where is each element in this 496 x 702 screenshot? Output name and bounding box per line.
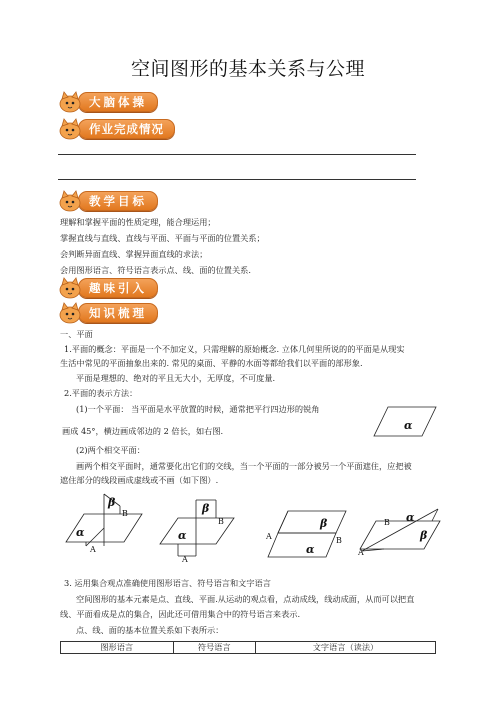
intersecting-planes-figure-1: [64, 490, 144, 560]
table-header-cell: 符号语言: [173, 642, 256, 654]
goal-line: 掌握直线与直线、直线与平面、平面与平面的位置关系；: [60, 233, 265, 243]
badge-brain-exercise: [58, 91, 158, 113]
answer-line: [58, 154, 416, 155]
paragraph-line: 点、线、面的基本位置关系如下表所示：: [76, 625, 224, 635]
intersecting-planes-figure-3: [260, 505, 350, 561]
paragraph-line: 空间图形的基本元素是点、直线、平面.从运动的观点看，点动成线，线动成面，从而可以把直: [76, 594, 415, 604]
paragraph-line: 平面是理想的、绝对的平且无大小，无厚度，不可度量.: [76, 373, 276, 383]
beta-label: β: [202, 502, 210, 515]
goal-line: 会判断异面直线、掌握异面直线的求法；: [60, 249, 208, 259]
document-title: 空间图形的基本关系与公理: [130, 58, 365, 80]
alpha-label: α: [306, 543, 315, 556]
intersecting-planes-figure-2: [158, 496, 238, 562]
badge-label: 知识梳理: [78, 303, 158, 323]
paragraph-line: 画成 45°，横边画成邻边的 2 倍长，如右图.: [62, 426, 224, 436]
paragraph-line: 2.平面的表示方法：: [64, 388, 138, 398]
alpha-label: α: [178, 529, 187, 542]
alpha-label: α: [76, 526, 85, 539]
badge-knowledge-review: [58, 302, 158, 324]
section-heading: 一、平面: [60, 329, 93, 339]
paragraph-line: 遮住部分的线段画成虚线或不画（如下图）.: [60, 475, 219, 485]
paragraph-line: 1.平面的概念：平面是一个不加定义，只需理解的原始概念. 立体几何里所说的的平面是从现实: [64, 344, 405, 354]
paragraph-line: 画两个相交平面时，通常要化出它们的交线，当一个平面的一部分被另一个平面遮住，应把被: [76, 461, 412, 471]
point-a-label: A: [90, 545, 96, 554]
alpha-label: α: [406, 511, 415, 524]
cat-mascot-icon: [58, 190, 84, 212]
goal-line: 会用图形语言、符号语言表示点、线、面的位置关系.: [60, 265, 251, 275]
cat-mascot-icon: [58, 118, 84, 140]
single-plane-figure: [370, 405, 440, 439]
point-a-label: A: [266, 532, 272, 541]
beta-label: β: [108, 496, 116, 509]
badge-homework: [58, 118, 175, 140]
table-header-cell: 文字语言（读法）: [256, 642, 436, 654]
beta-label: β: [320, 517, 328, 530]
point-b-label: B: [384, 518, 390, 527]
answer-line: [58, 179, 416, 180]
table-header-row: [61, 642, 436, 654]
paragraph-line: (2)两个相交平面：: [76, 445, 145, 455]
point-b-label: B: [336, 536, 342, 545]
point-b-label: B: [122, 509, 128, 518]
paragraph-line: (1)一个平面： 当平面是水平放置的时候，通常把平行四边形的锐角: [76, 404, 320, 414]
paragraph-line: 线、平面看成是点的集合，因此还可借用集合中的符号语言来表示.: [60, 609, 301, 619]
goal-line: 理解和掌握平面的性质定理，能合理运用；: [60, 217, 216, 227]
paragraph-line: 3. 运用集合观点准确使用图形语言、符号语言和文字语言: [64, 578, 271, 588]
beta-label: β: [420, 529, 428, 542]
alpha-label: α: [404, 419, 413, 432]
cat-mascot-icon: [58, 302, 84, 324]
point-a-label: A: [358, 548, 364, 557]
badge-label: 趣味引入: [78, 278, 158, 298]
badge-label: 教学目标: [78, 191, 158, 211]
paragraph-line: 生活中常见的平面抽象出来的. 常见的桌面、平静的水面等都给我们以平面的部形象.: [60, 358, 363, 368]
badge-label: 大脑体操: [78, 92, 158, 112]
cat-mascot-icon: [58, 91, 84, 113]
intersecting-planes-figure-4: [354, 505, 444, 557]
cat-mascot-icon: [58, 277, 84, 299]
point-a-label: A: [182, 555, 188, 562]
table-header-cell: 图形语言: [61, 642, 174, 654]
point-b-label: B: [218, 517, 224, 526]
badge-label: 作业完成情况: [78, 119, 175, 139]
relations-table: [60, 641, 436, 654]
badge-fun-intro: [58, 277, 158, 299]
badge-teaching-goals: [58, 190, 158, 212]
